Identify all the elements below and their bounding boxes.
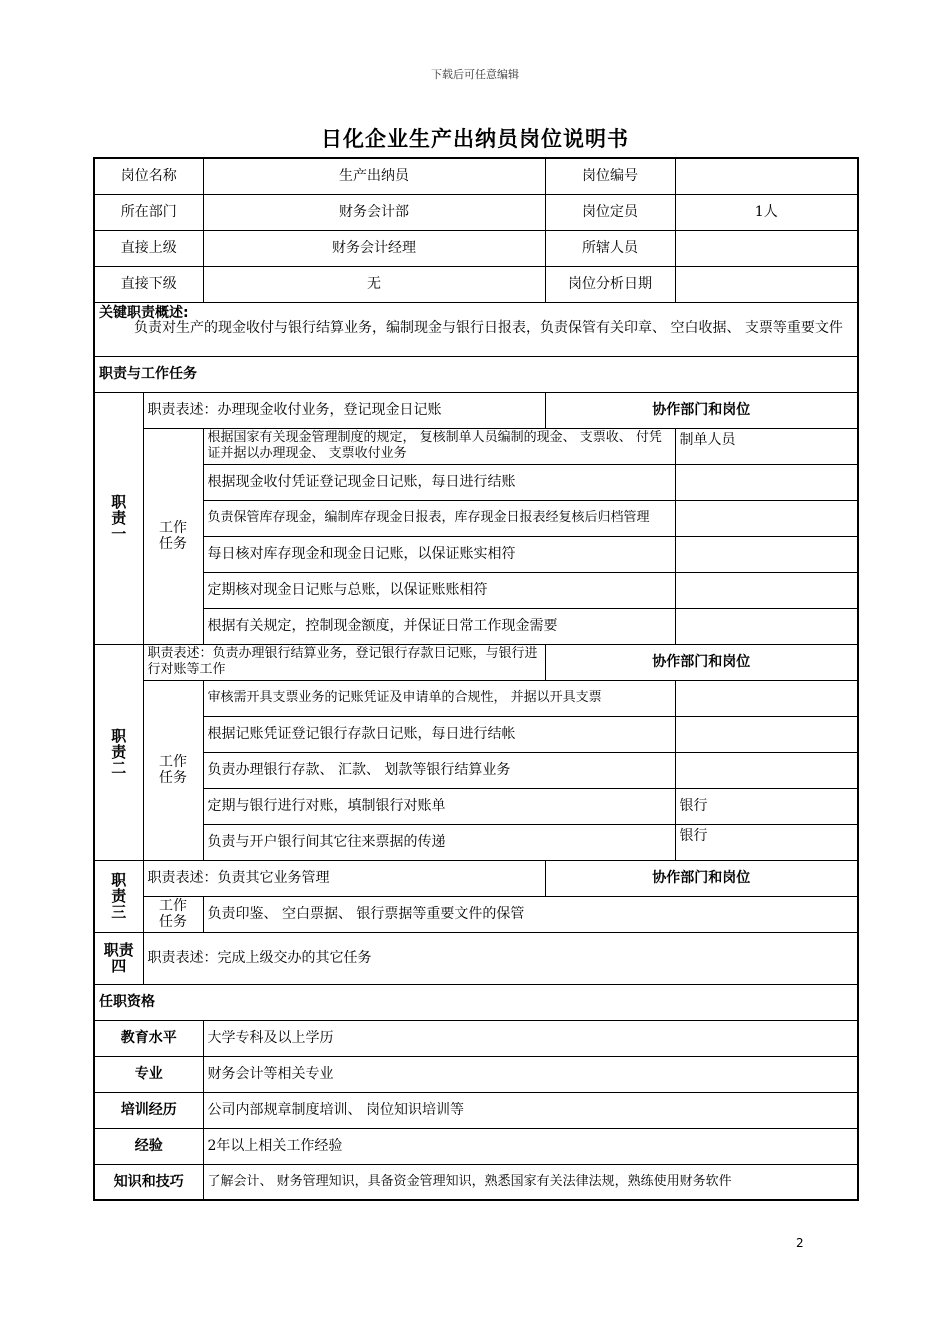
education-value: 大学专科及以上学历 xyxy=(203,1020,858,1056)
table-row xyxy=(94,680,858,716)
duty2-task-3-coop xyxy=(675,752,858,788)
duty1-task-1: 根据国家有关现金管理制度的规定， 复核制单人员编制的现金、 支票收、 付凭证并据以办理现金、 支票收付业务 xyxy=(203,428,675,464)
subordinate-value: 无 xyxy=(203,266,545,302)
duty2-task-1-coop xyxy=(675,680,858,716)
page-number: 2 xyxy=(796,1236,804,1250)
summary-label: 关键职责概述: xyxy=(99,304,189,321)
table-row xyxy=(94,1128,858,1164)
summary-row xyxy=(94,302,858,356)
duty1-tasks-label-text: 工作任务 xyxy=(159,520,187,552)
basic-info-row xyxy=(94,194,858,230)
skills-value: 了解会计、 财务管理知识，具备资金管理知识，熟悉国家有关法律法规，熟练使用财务软件 xyxy=(203,1164,858,1200)
duty2-task-3: 负责办理银行存款、 汇款、 划款等银行结算业务 xyxy=(203,752,675,788)
duty2-description: 职责表述：负责办理银行结算业务，登记银行存款日记账，与银行进行对账等工作 xyxy=(143,644,545,680)
duty1-task-4-coop xyxy=(675,536,858,572)
duty2-task-2-coop xyxy=(675,716,858,752)
position-name-label: 岗位名称 xyxy=(94,158,203,194)
duty2-description-row xyxy=(94,644,858,680)
experience-value: 2年以上相关工作经验 xyxy=(203,1128,858,1164)
basic-info-row xyxy=(94,266,858,302)
table-row xyxy=(94,572,858,608)
table-row xyxy=(94,536,858,572)
table-row xyxy=(94,1164,858,1200)
duty2-task-2: 根据记账凭证登记银行存款日记账，每日进行结帐 xyxy=(203,716,675,752)
duty3-task-1: 负责印鉴、 空白票据、 银行票据等重要文件的保管 xyxy=(203,896,858,932)
position-code-label: 岗位编号 xyxy=(545,158,675,194)
duty4-label xyxy=(94,932,143,984)
duty1-task-2-coop xyxy=(675,464,858,500)
qualifications-section-label: 任职资格 xyxy=(94,984,858,1020)
duty3-description-row xyxy=(94,860,858,896)
table-row xyxy=(94,824,858,860)
basic-info-row xyxy=(94,230,858,266)
duty1-task-1-coop: 制单人员 xyxy=(675,428,858,464)
summary-cell xyxy=(94,302,858,356)
major-label: 专业 xyxy=(94,1056,203,1092)
experience-label: 经验 xyxy=(94,1128,203,1164)
page-title: 日化企业生产出纳员岗位说明书 xyxy=(321,127,629,151)
duty1-task-6-coop xyxy=(675,608,858,644)
headcount-label: 岗位定员 xyxy=(545,194,675,230)
duty1-task-6: 根据有关规定，控制现金额度，并保证日常工作现金需要 xyxy=(203,608,675,644)
table-row xyxy=(94,716,858,752)
training-value: 公司内部规章制度培训、 岗位知识培训等 xyxy=(203,1092,858,1128)
subordinate-label: 直接下级 xyxy=(94,266,203,302)
table-row xyxy=(94,752,858,788)
duty1-label xyxy=(94,392,143,644)
department-label: 所在部门 xyxy=(94,194,203,230)
training-label: 培训经历 xyxy=(94,1092,203,1128)
duty2-task-5: 负责与开户银行间其它往来票据的传递 xyxy=(203,824,675,860)
duty1-tasks-label xyxy=(143,428,203,644)
managed-value xyxy=(675,230,858,266)
job-description-table xyxy=(93,157,859,1201)
table-row xyxy=(94,1056,858,1092)
duty2-tasks-label xyxy=(143,680,203,860)
duty1-task-3-coop xyxy=(675,500,858,536)
analysis-date-value xyxy=(675,266,858,302)
duty2-task-5-coop: 银行 xyxy=(675,824,858,860)
duty2-label xyxy=(94,644,143,860)
table-row xyxy=(94,428,858,464)
position-code-value xyxy=(675,158,858,194)
duty4-label-text: 职责四 xyxy=(103,941,134,975)
education-label: 教育水平 xyxy=(94,1020,203,1056)
duty3-label-text: 职责三 xyxy=(111,871,127,921)
superior-value: 财务会计经理 xyxy=(203,230,545,266)
table-row xyxy=(94,608,858,644)
major-value: 财务会计等相关专业 xyxy=(203,1056,858,1092)
table-row xyxy=(94,1092,858,1128)
summary-text: 负责对生产的现金收付与银行结算业务，编制现金与银行日报表，负责保管有关印章、 空白收据、 支票等重要文件 xyxy=(134,319,843,336)
duty2-task-4: 定期与银行进行对账，填制银行对账单 xyxy=(203,788,675,824)
duty3-coop-header: 协作部门和岗位 xyxy=(545,860,858,896)
table-row xyxy=(94,896,858,932)
qualifications-header-row xyxy=(94,984,858,1020)
position-name-value: 生产出纳员 xyxy=(203,158,545,194)
duty1-task-5: 定期核对现金日记账与总账，以保证账账相符 xyxy=(203,572,675,608)
duty1-task-3: 负责保管库存现金，编制库存现金日报表，库存现金日报表经复核后归档管理 xyxy=(203,500,675,536)
duty1-coop-header: 协作部门和岗位 xyxy=(545,392,858,428)
duty3-tasks-label xyxy=(143,896,203,932)
basic-info-row xyxy=(94,158,858,194)
analysis-date-label: 岗位分析日期 xyxy=(545,266,675,302)
department-value: 财务会计部 xyxy=(203,194,545,230)
table-row xyxy=(94,500,858,536)
duty1-task-5-coop xyxy=(675,572,858,608)
duties-section-label: 职责与工作任务 xyxy=(94,356,858,392)
skills-label: 知识和技巧 xyxy=(94,1164,203,1200)
duty1-task-2: 根据现金收付凭证登记现金日记账，每日进行结账 xyxy=(203,464,675,500)
duty2-label-text: 职责二 xyxy=(111,727,127,777)
header-note: 下载后可任意编辑 xyxy=(431,68,519,81)
duty2-coop-header: 协作部门和岗位 xyxy=(545,644,858,680)
table-row xyxy=(94,464,858,500)
duty1-description-row xyxy=(94,392,858,428)
duty2-task-1: 审核需开具支票业务的记账凭证及申请单的合规性， 并据以开具支票 xyxy=(203,680,675,716)
duty4-description: 职责表述：完成上级交办的其它任务 xyxy=(143,932,858,984)
table-row xyxy=(94,788,858,824)
duty1-description: 职责表述：办理现金收付业务，登记现金日记账 xyxy=(143,392,545,428)
duty3-label xyxy=(94,860,143,932)
headcount-value: 1人 xyxy=(675,194,858,230)
managed-label: 所辖人员 xyxy=(545,230,675,266)
duties-header-row xyxy=(94,356,858,392)
duty4-row xyxy=(94,932,858,984)
duty2-task-4-coop: 银行 xyxy=(675,788,858,824)
duty1-task-4: 每日核对库存现金和现金日记账，以保证账实相符 xyxy=(203,536,675,572)
superior-label: 直接上级 xyxy=(94,230,203,266)
duty1-label-text: 职责一 xyxy=(111,493,127,543)
duty3-description: 职责表述：负责其它业务管理 xyxy=(143,860,545,896)
duty3-tasks-label-text: 工作任务 xyxy=(159,898,187,930)
table-row xyxy=(94,1020,858,1056)
duty2-tasks-label-text: 工作任务 xyxy=(159,754,187,786)
